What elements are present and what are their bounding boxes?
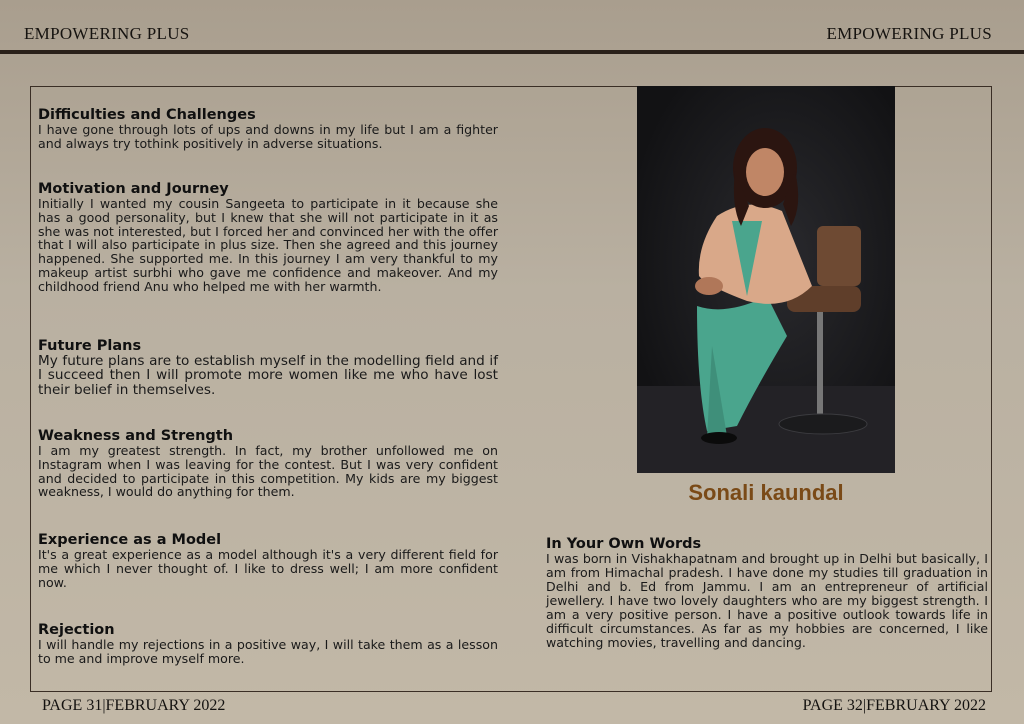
section-title: In Your Own Words (546, 536, 702, 552)
profile-name: Sonali kaundal (688, 480, 844, 505)
section-body: I have gone through lots of ups and downs in my life but I am a fighter and always try tothink positively in adverse situations. (38, 122, 498, 151)
section-title: Experience as a Model (38, 532, 222, 548)
section-body: Initially I wanted my cousin Sangeeta to participate in it because she has a good personality, but I knew that she will not participate in it as she was not interested, but I forced her and convinced her with the offer that I will also participate in plus size. Then she agreed and this journey happened. She supported me. In this journey I am very thankful to my makeup artist surbhi who gave me confidence and makeover. And my childhood friend Anu who helped me with her warmth. (38, 196, 498, 294)
section-future-plans (38, 338, 498, 397)
section-title: Rejection (38, 622, 115, 638)
header-left: EMPOWERING PLUS (24, 24, 190, 43)
header-rule (0, 50, 1024, 54)
section-title: Future Plans (38, 338, 142, 354)
section-title: Motivation and Journey (38, 181, 229, 197)
section-experience (38, 532, 498, 589)
footer-left: PAGE 31|FEBRUARY 2022 (42, 697, 226, 714)
section-title: Weakness and Strength (38, 428, 234, 444)
header-right: EMPOWERING PLUS (826, 24, 992, 43)
section-motivation (38, 181, 498, 294)
section-difficulties (38, 107, 498, 151)
section-rejection (38, 622, 498, 666)
section-body: I am my greatest strength. In fact, my brother unfollowed me on Instagram when I was leaving for the contest. But I was very confident and decided to participate in this competition. My kids are my biggest weakness, I would do anything for them. (38, 443, 498, 500)
section-body: I will handle my rejections in a positive way, I will take them as a lesson to me and improve myself more. (38, 637, 498, 666)
section-body: My future plans are to establish myself in the modelling field and if I succeed then I will promote more women like me who have lost their belief in themselves. (38, 353, 498, 398)
section-own-words (546, 536, 988, 650)
portrait-photo (637, 86, 895, 473)
section-body: I was born in Vishakhapatnam and brought up in Delhi but basically, I am from Himachal pradesh. I have done my studies till graduation in Delhi and b. Ed from Jammu. I am an entrepreneur of artificial jewellery. I have two lovely daughters who are my biggest strength. I am a very positive person. I have a positive outlook towards life in difficult circumstances. As far as my hobbies are concerned, I like watching movies, travelling and dancing. (546, 551, 988, 650)
section-body: It's a great experience as a model although it's a very different field for me which I never thought of. I like to dress well; I am more confident now. (38, 547, 498, 590)
footer-right: PAGE 32|FEBRUARY 2022 (802, 697, 986, 714)
section-title: Difficulties and Challenges (38, 107, 256, 123)
section-weakness-strength (38, 428, 498, 499)
portrait-illustration (637, 86, 895, 473)
